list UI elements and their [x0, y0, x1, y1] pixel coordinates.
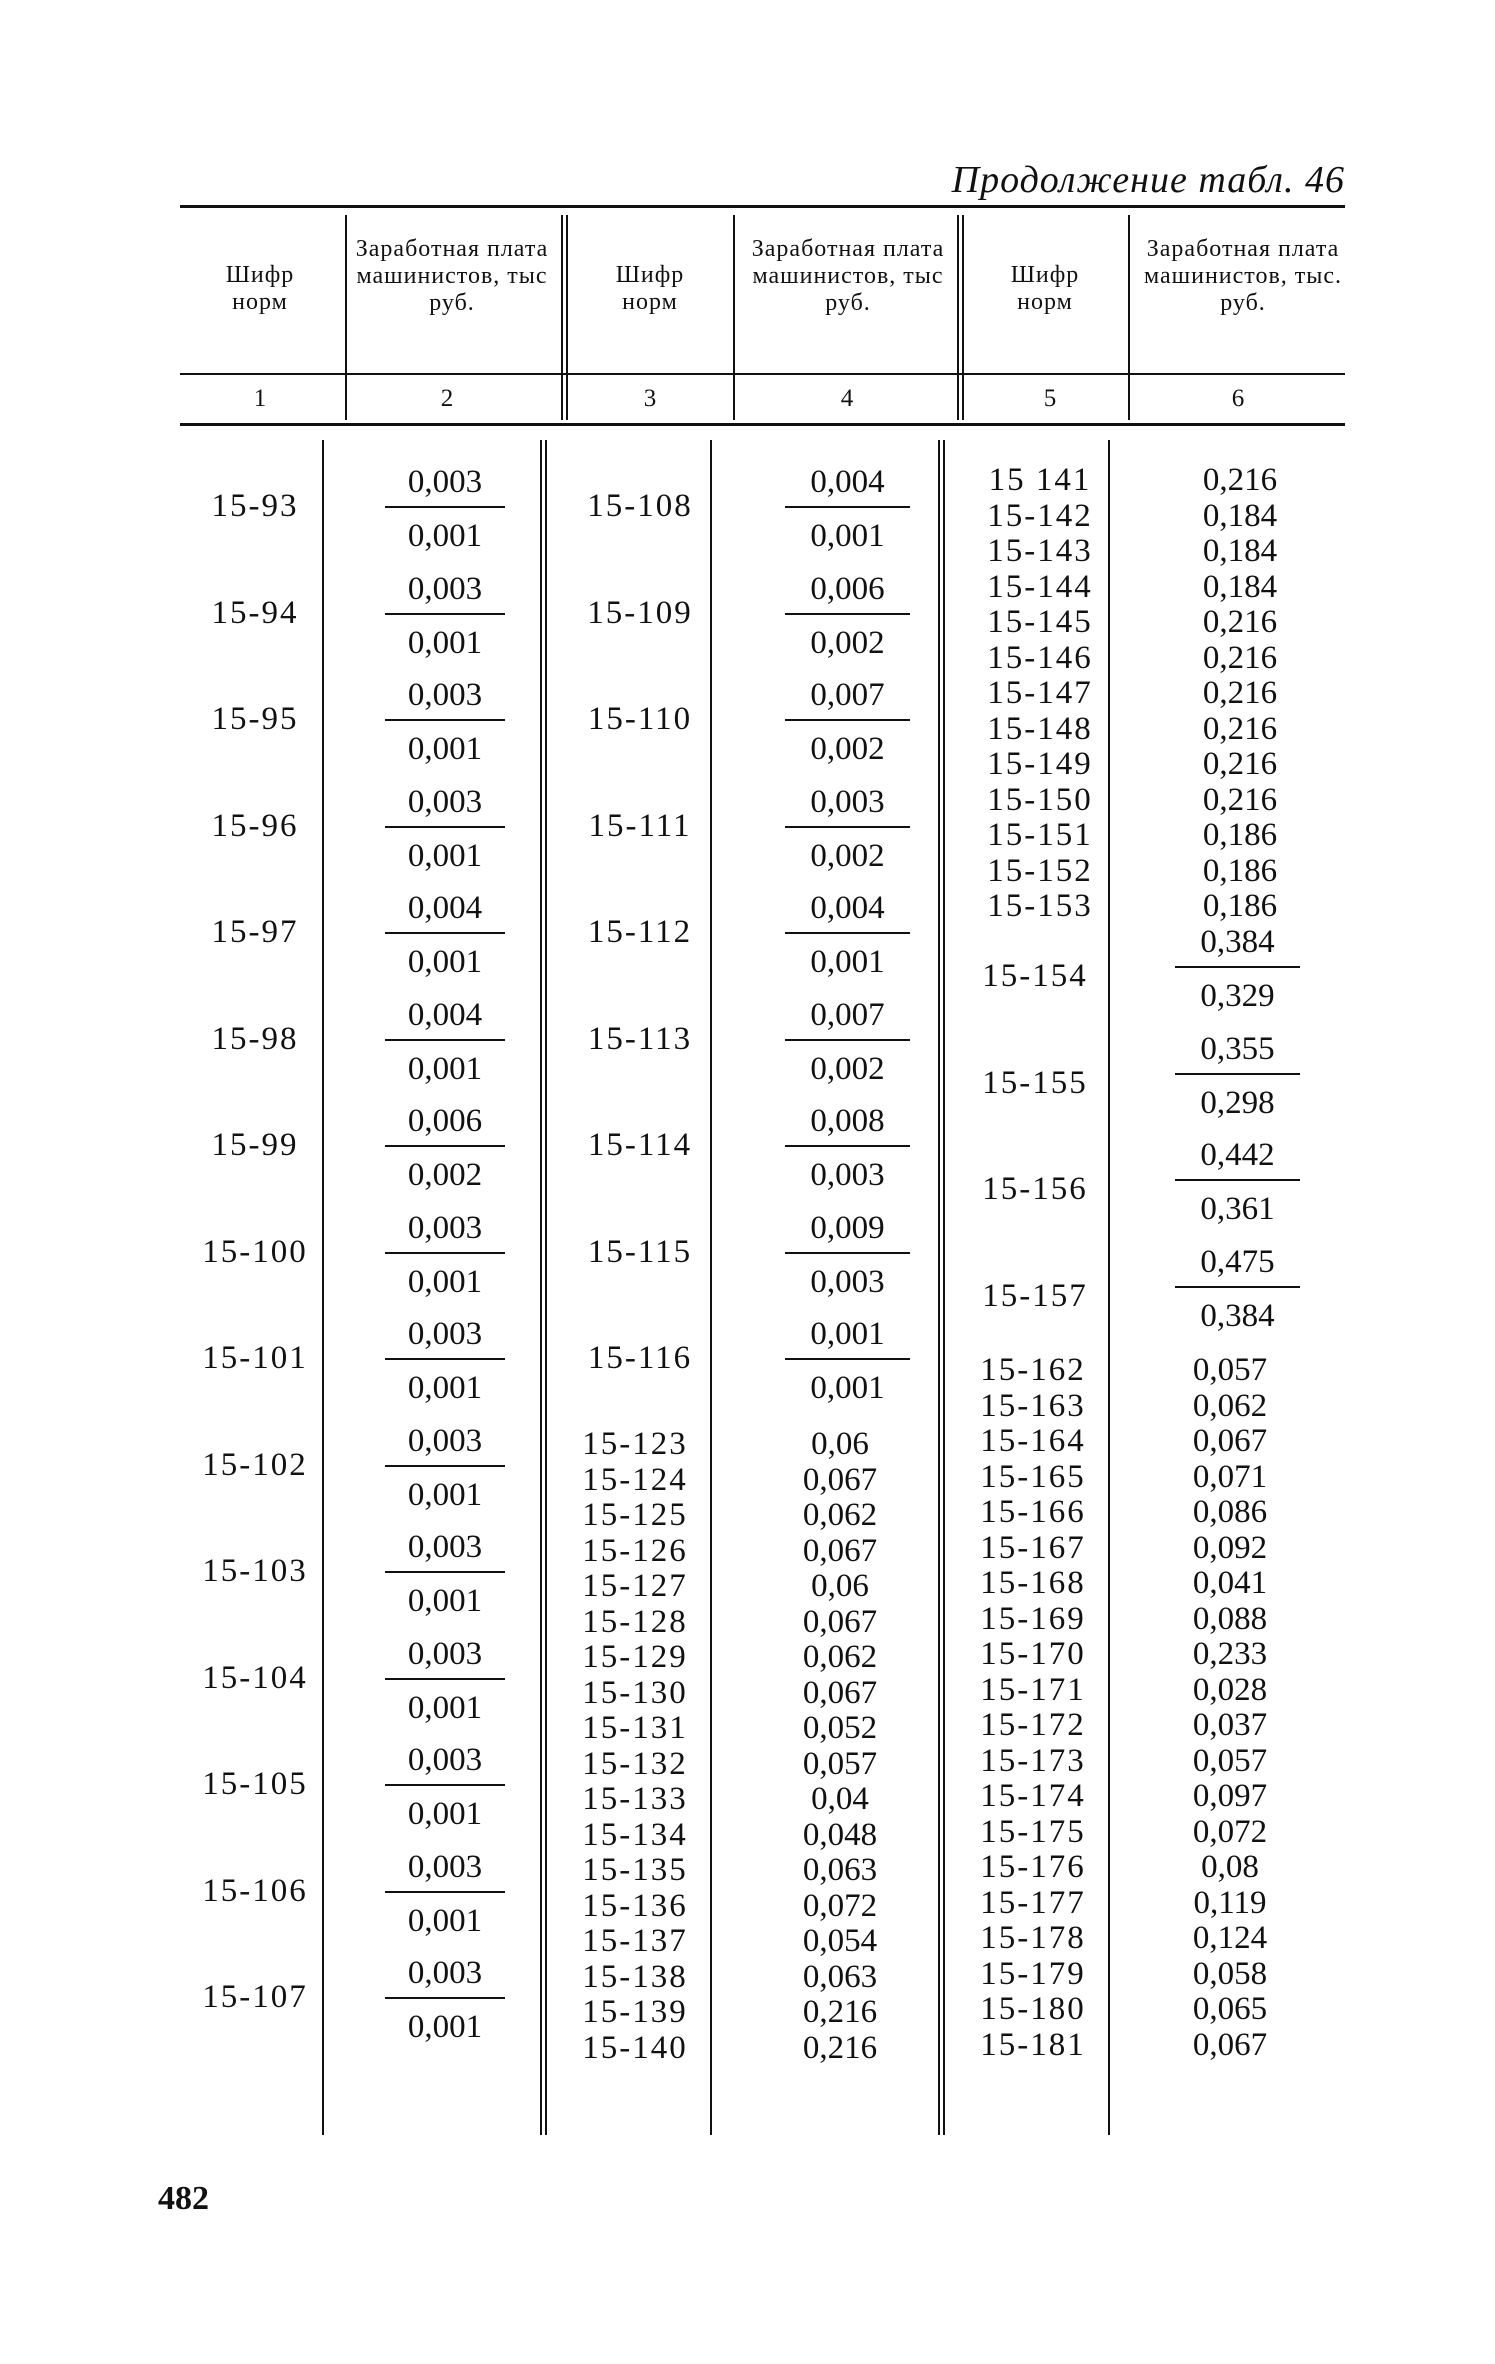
fraction-denominator: 0,001 [407, 624, 483, 661]
body-divider-3 [710, 440, 712, 2135]
fraction-numerator: 0,003 [407, 570, 483, 607]
fraction-numerator: 0,384 [1200, 924, 1275, 960]
header-col3: Шифр норм [615, 262, 685, 315]
norm-code: 15-129 [582, 1639, 688, 1675]
norm-code: 15-157 [982, 1277, 1088, 1314]
salary-value: 0,216 [1202, 462, 1278, 498]
fraction-numerator: 0,003 [407, 464, 483, 500]
fraction-denominator: 0,002 [407, 1157, 483, 1193]
norm-code: 15-134 [582, 1816, 688, 1853]
norm-code: 15-110 [587, 701, 693, 737]
column-number-3: 3 [643, 385, 657, 412]
norm-code: 15-130 [582, 1674, 688, 1711]
norm-code: 15-150 [987, 781, 1093, 818]
fraction-denominator: 0,001 [407, 1796, 483, 1832]
header-col6: Заработная плата машинистов, тыс. руб. [1143, 236, 1343, 316]
header-divider-5 [1128, 215, 1130, 420]
norm-code: 15-99 [211, 1127, 299, 1163]
norm-code: 15-95 [211, 701, 299, 737]
fraction-denominator: 0,001 [407, 731, 483, 767]
fraction-cell [1175, 1029, 1300, 1123]
salary-value: 0,216 [802, 2029, 878, 2066]
norm-code: 15-105 [202, 1766, 308, 1802]
norm-code: 15-113 [587, 1020, 693, 1057]
fraction-bar [1175, 1073, 1300, 1075]
salary-value: 0,052 [802, 1710, 878, 1746]
norm-code: 15-133 [582, 1781, 688, 1817]
fraction-cell [385, 1847, 505, 1941]
norm-code: 15-166 [980, 1494, 1086, 1530]
column-number-2: 2 [440, 385, 454, 412]
fraction-cell [385, 1740, 505, 1834]
fraction-numerator: 0,004 [407, 890, 483, 926]
norm-code: 15-177 [980, 1884, 1086, 1921]
salary-value: 0,088 [1192, 1600, 1268, 1637]
norm-code: 15-93 [211, 488, 299, 524]
norm-code: 15-137 [582, 1923, 688, 1959]
fraction-numerator: 0,003 [407, 783, 483, 820]
salary-value: 0,072 [802, 1887, 878, 1924]
fraction-numerator: 0,001 [810, 1316, 885, 1352]
fraction-denominator: 0,001 [407, 944, 483, 980]
fraction-cell [385, 1953, 505, 2047]
fraction-numerator: 0,003 [407, 1742, 483, 1778]
fraction-numerator: 0,004 [810, 890, 885, 926]
body-divider-4a [938, 440, 940, 2135]
salary-value: 0,08 [1201, 1849, 1259, 1885]
header-col5: Шифр норм [1010, 262, 1080, 315]
header-divider-2b [566, 215, 568, 420]
fraction-bar [1175, 1286, 1300, 1288]
norm-code: 15-146 [987, 639, 1093, 676]
salary-value: 0,062 [802, 1497, 878, 1533]
fraction-cell [785, 1314, 910, 1408]
norm-code: 15-94 [211, 594, 299, 631]
salary-value: 0,186 [1202, 888, 1278, 924]
body-divider-2a [540, 440, 542, 2135]
salary-value: 0,028 [1192, 1671, 1268, 1708]
fraction-denominator: 0,001 [407, 1263, 483, 1300]
fraction-denominator: 0,002 [810, 624, 885, 661]
norm-code: 15-148 [987, 710, 1093, 747]
norm-code: 15-104 [202, 1659, 308, 1696]
norm-code: 15-172 [980, 1707, 1086, 1743]
salary-value: 0,067 [1192, 1423, 1268, 1459]
norm-code: 15-145 [987, 604, 1093, 640]
fraction-numerator: 0,007 [810, 996, 885, 1033]
fraction-bar [385, 1678, 505, 1680]
salary-value: 0,057 [1192, 1742, 1268, 1779]
fraction-bar [385, 1997, 505, 1999]
salary-value: 0,186 [1202, 852, 1278, 889]
fraction-cell [385, 1314, 505, 1408]
salary-value: 0,086 [1192, 1494, 1268, 1530]
norm-code: 15-114 [587, 1127, 693, 1163]
fraction-cell [385, 1634, 505, 1728]
fraction-denominator: 0,001 [407, 1370, 483, 1406]
fraction-cell [1175, 1135, 1300, 1229]
fraction-denominator: 0,001 [407, 1476, 483, 1513]
fraction-bar [785, 613, 910, 615]
fraction-bar [1175, 1179, 1300, 1181]
fraction-denominator: 0,384 [1200, 1297, 1275, 1334]
fraction-cell [785, 569, 910, 663]
norm-code: 15-152 [987, 852, 1093, 889]
norm-code: 15-125 [582, 1497, 688, 1533]
fraction-bar [785, 826, 910, 828]
salary-value: 0,186 [1202, 817, 1278, 853]
norm-code: 15 141 [988, 462, 1092, 498]
fraction-cell [785, 995, 910, 1089]
header-col1: Шифр норм [225, 262, 295, 315]
header-col4: Заработная плата машинистов, тыс руб. [751, 236, 945, 316]
fraction-bar [385, 932, 505, 934]
fraction-cell [785, 1101, 910, 1195]
fraction-bar [385, 506, 505, 508]
norm-code: 15-100 [202, 1233, 308, 1270]
header-divider-4b [962, 215, 964, 420]
fraction-numerator: 0,008 [810, 1103, 885, 1139]
table-top-rule [180, 205, 1345, 208]
norm-code: 15-115 [587, 1233, 693, 1270]
fraction-denominator: 0,001 [407, 1902, 483, 1939]
fraction-denominator: 0,001 [810, 1370, 885, 1406]
norm-code: 15-173 [980, 1742, 1086, 1779]
norm-code: 15-108 [587, 488, 693, 524]
salary-value: 0,216 [1202, 675, 1278, 711]
salary-value: 0,233 [1192, 1636, 1268, 1672]
norm-code: 15-156 [982, 1171, 1088, 1207]
column-number-1: 1 [253, 385, 267, 412]
norm-code: 15-97 [211, 914, 299, 950]
fraction-numerator: 0,003 [407, 1209, 483, 1246]
salary-value: 0,216 [1202, 604, 1278, 640]
salary-value: 0,124 [1192, 1920, 1268, 1956]
salary-value: 0,092 [1192, 1529, 1268, 1566]
header-bottom-rule [180, 373, 1345, 375]
norm-code: 15-170 [980, 1636, 1086, 1672]
norm-code: 15-144 [987, 568, 1093, 605]
fraction-cell [385, 1101, 505, 1195]
norm-code: 15-153 [987, 888, 1093, 924]
norm-code: 15-176 [980, 1849, 1086, 1885]
fraction-denominator: 0,361 [1200, 1191, 1275, 1227]
salary-value: 0,067 [802, 1603, 878, 1640]
salary-value: 0,065 [1192, 1991, 1268, 2027]
norm-code: 15-181 [980, 2026, 1086, 2063]
fraction-bar [385, 1039, 505, 1041]
norm-code: 15-107 [202, 1979, 308, 2015]
norm-code: 15-180 [980, 1991, 1086, 2027]
norm-code: 15-116 [587, 1340, 693, 1376]
salary-value: 0,067 [1192, 2026, 1268, 2063]
fraction-denominator: 0,002 [810, 731, 885, 767]
norm-code: 15-103 [202, 1553, 308, 1589]
fraction-denominator: 0,003 [810, 1263, 885, 1300]
salary-value: 0,063 [802, 1958, 878, 1995]
fraction-numerator: 0,003 [407, 1422, 483, 1459]
norm-code: 15-109 [587, 594, 693, 631]
fraction-bar [385, 1145, 505, 1147]
fraction-numerator: 0,003 [407, 1955, 483, 1991]
fraction-numerator: 0,442 [1200, 1137, 1275, 1173]
header-col2: Заработная плата машинистов, тыс руб. [355, 236, 549, 316]
body-divider-5 [1108, 440, 1110, 2135]
salary-value: 0,048 [802, 1816, 878, 1853]
fraction-denominator: 0,002 [810, 1050, 885, 1087]
fraction-denominator: 0,001 [407, 1689, 483, 1726]
norm-code: 15-178 [980, 1920, 1086, 1956]
fraction-cell [1175, 922, 1300, 1016]
salary-value: 0,067 [802, 1674, 878, 1711]
header-divider-3 [733, 215, 735, 420]
norm-code: 15-136 [582, 1887, 688, 1924]
fraction-bar [785, 506, 910, 508]
norm-code: 15-147 [987, 675, 1093, 711]
salary-value: 0,037 [1192, 1707, 1268, 1743]
fraction-denominator: 0,002 [810, 837, 885, 874]
salary-value: 0,06 [811, 1426, 869, 1462]
salary-value: 0,057 [802, 1745, 878, 1782]
norm-code: 15-127 [582, 1568, 688, 1604]
norm-code: 15-167 [980, 1529, 1086, 1566]
fraction-cell [385, 995, 505, 1089]
page-number: 482 [158, 2180, 209, 2217]
fraction-bar [1175, 966, 1300, 968]
fraction-cell [385, 888, 505, 982]
norm-code: 15-124 [582, 1461, 688, 1498]
fraction-cell [385, 569, 505, 663]
salary-value: 0,04 [811, 1781, 869, 1817]
fraction-bar [385, 1252, 505, 1254]
column-number-4: 4 [840, 385, 854, 412]
norm-code: 15-140 [582, 2029, 688, 2066]
fraction-bar [785, 1358, 910, 1360]
norm-code: 15-138 [582, 1958, 688, 1995]
salary-value: 0,062 [802, 1639, 878, 1675]
fraction-denominator: 0,001 [407, 2009, 483, 2045]
salary-value: 0,097 [1192, 1778, 1268, 1814]
salary-value: 0,057 [1192, 1352, 1268, 1388]
fraction-bar [385, 1784, 505, 1786]
fraction-numerator: 0,355 [1200, 1030, 1275, 1067]
salary-value: 0,216 [1202, 710, 1278, 747]
norm-code: 15-164 [980, 1423, 1086, 1459]
fraction-cell [785, 1208, 910, 1302]
norm-code: 15-174 [980, 1778, 1086, 1814]
norm-code: 15-168 [980, 1565, 1086, 1601]
fraction-bar [385, 1891, 505, 1893]
salary-value: 0,067 [802, 1532, 878, 1569]
fraction-denominator: 0,003 [810, 1157, 885, 1193]
salary-value: 0,072 [1192, 1813, 1268, 1850]
fraction-bar [785, 1252, 910, 1254]
norm-code: 15-154 [982, 958, 1088, 994]
norm-code: 15-112 [587, 914, 693, 950]
fraction-cell [385, 1208, 505, 1302]
salary-value: 0,216 [1202, 781, 1278, 818]
fraction-cell [1175, 1242, 1300, 1336]
salary-value: 0,067 [802, 1461, 878, 1498]
fraction-numerator: 0,009 [810, 1209, 885, 1246]
column-number-6: 6 [1231, 385, 1245, 412]
fraction-denominator: 0,329 [1200, 978, 1275, 1014]
norm-code: 15-162 [980, 1352, 1086, 1388]
fraction-denominator: 0,001 [407, 1050, 483, 1087]
norm-code: 15-143 [987, 533, 1093, 569]
fraction-bar [385, 826, 505, 828]
norm-code: 15-142 [987, 497, 1093, 534]
salary-value: 0,063 [802, 1852, 878, 1888]
salary-value: 0,216 [1202, 639, 1278, 676]
norm-code: 15-131 [582, 1710, 688, 1746]
salary-value: 0,062 [1192, 1387, 1268, 1424]
norm-code: 15-179 [980, 1955, 1086, 1992]
fraction-numerator: 0,003 [810, 783, 885, 820]
norm-code: 15-149 [987, 746, 1093, 782]
norm-code: 15-126 [582, 1532, 688, 1569]
fraction-denominator: 0,001 [810, 944, 885, 980]
fraction-denominator: 0,001 [810, 518, 885, 554]
norm-code: 15-151 [987, 817, 1093, 853]
body-divider-2b [545, 440, 547, 2135]
norm-code: 15-128 [582, 1603, 688, 1640]
fraction-bar [385, 1358, 505, 1360]
norm-code: 15-175 [980, 1813, 1086, 1850]
norm-code: 15-165 [980, 1458, 1086, 1495]
fraction-denominator: 0,001 [407, 837, 483, 874]
norm-code: 15-135 [582, 1852, 688, 1888]
fraction-numerator: 0,003 [407, 1529, 483, 1565]
norm-code: 15-163 [980, 1387, 1086, 1424]
fraction-cell [785, 462, 910, 556]
fraction-denominator: 0,001 [407, 518, 483, 554]
salary-value: 0,06 [811, 1568, 869, 1604]
fraction-numerator: 0,475 [1200, 1243, 1275, 1280]
fraction-numerator: 0,004 [407, 996, 483, 1033]
fraction-cell [385, 1527, 505, 1621]
table-caption: Продолжение табл. 46 [951, 159, 1345, 201]
fraction-denominator: 0,298 [1200, 1084, 1275, 1121]
fraction-cell [385, 675, 505, 769]
fraction-denominator: 0,001 [407, 1583, 483, 1619]
salary-value: 0,119 [1193, 1884, 1267, 1921]
salary-value: 0,184 [1202, 533, 1278, 569]
fraction-bar [785, 932, 910, 934]
norm-code: 15-101 [202, 1340, 308, 1376]
fraction-numerator: 0,003 [407, 1635, 483, 1672]
norm-code: 15-111 [588, 807, 692, 844]
fraction-bar [385, 1465, 505, 1467]
fraction-bar [785, 719, 910, 721]
fraction-bar [785, 1039, 910, 1041]
fraction-numerator: 0,003 [407, 1316, 483, 1352]
salary-value: 0,071 [1192, 1458, 1268, 1495]
fraction-cell [385, 1421, 505, 1515]
fraction-numerator: 0,006 [407, 1103, 483, 1139]
norm-code: 15-102 [202, 1446, 308, 1483]
fraction-bar [385, 719, 505, 721]
fraction-cell [785, 675, 910, 769]
norm-code: 15-155 [982, 1064, 1088, 1101]
norm-code: 15-169 [980, 1600, 1086, 1637]
fraction-numerator: 0,007 [810, 677, 885, 713]
header-divider-4a [957, 215, 959, 420]
salary-value: 0,184 [1202, 497, 1278, 534]
fraction-cell [785, 888, 910, 982]
column-number-rule [180, 423, 1345, 426]
norm-code: 15-123 [582, 1426, 688, 1462]
header-divider-2a [561, 215, 563, 420]
header-divider-1 [345, 215, 347, 420]
fraction-bar [385, 613, 505, 615]
fraction-numerator: 0,003 [407, 1848, 483, 1885]
norm-code: 15-98 [211, 1020, 299, 1057]
fraction-numerator: 0,004 [810, 464, 885, 500]
norm-code: 15-139 [582, 1994, 688, 2030]
norm-code: 15-132 [582, 1745, 688, 1782]
body-divider-1 [322, 440, 324, 2135]
fraction-bar [785, 1145, 910, 1147]
fraction-numerator: 0,006 [810, 570, 885, 607]
column-number-5: 5 [1043, 385, 1057, 412]
salary-value: 0,216 [802, 1994, 878, 2030]
body-divider-4b [943, 440, 945, 2135]
fraction-bar [385, 1571, 505, 1573]
salary-value: 0,041 [1192, 1565, 1268, 1601]
fraction-cell [385, 462, 505, 556]
salary-value: 0,054 [802, 1923, 878, 1959]
norm-code: 15-106 [202, 1872, 308, 1909]
salary-value: 0,216 [1202, 746, 1278, 782]
norm-code: 15-96 [211, 807, 299, 844]
fraction-cell [785, 782, 910, 876]
norm-code: 15-171 [980, 1671, 1086, 1708]
salary-value: 0,184 [1202, 568, 1278, 605]
fraction-cell [385, 782, 505, 876]
salary-value: 0,058 [1192, 1955, 1268, 1992]
fraction-numerator: 0,003 [407, 677, 483, 713]
